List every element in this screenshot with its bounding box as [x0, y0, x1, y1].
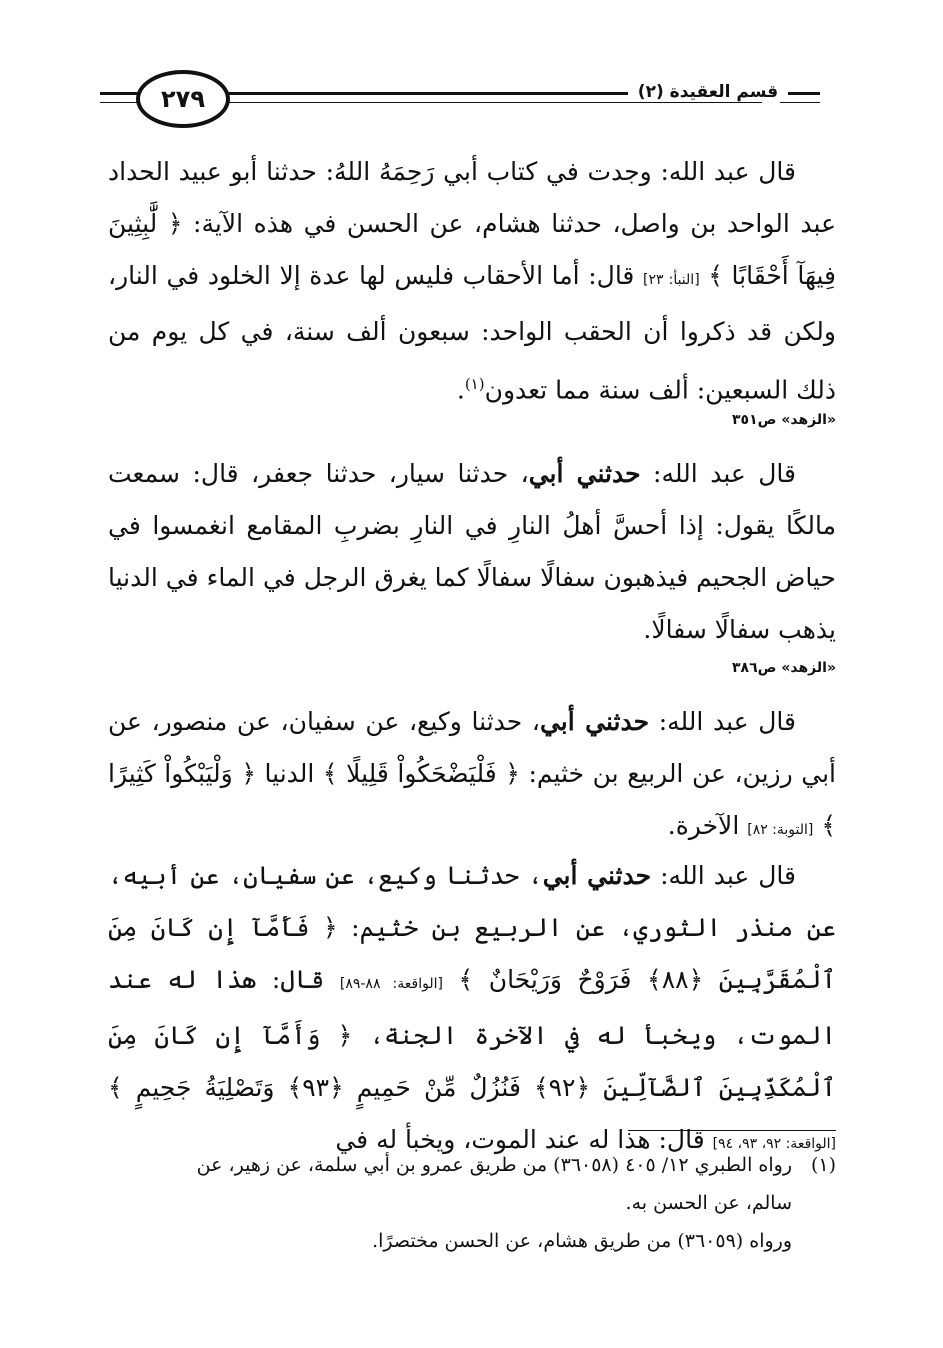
paragraph-1	[108, 146, 836, 416]
footnotes	[108, 1146, 836, 1260]
footnote-line	[108, 1146, 836, 1184]
paragraph-text	[108, 448, 836, 656]
quran-reference: [الواقعة: ٨٨-٨٩]	[339, 976, 443, 992]
text-run: قال عبد الله: وجدت في كتاب أبي رَحِمَهُ اللهُ: حدثنا أبو عبيد الحداد عبد الواحد بن واصل، حدثنا هشام، عن الحسن في هذه الآية: ﴿ لَّٰبِثِينَ فِيهَآ أَحْقَابًا ﴾	[108, 157, 836, 290]
narrator-phrase: حدثني أبي	[528, 459, 641, 488]
header-rule	[780, 102, 820, 103]
text-run: .	[456, 375, 465, 405]
header-rule	[212, 102, 762, 103]
narrator-phrase: حدثني أبي	[539, 707, 650, 736]
quran-reference: [النبأ: ٢٣]	[642, 272, 700, 288]
text-run: قال عبد الله:	[651, 861, 796, 890]
narrator-phrase: حدثني أبي	[542, 861, 652, 890]
quran-reference: [التوبة: ٨٢]	[747, 822, 814, 838]
footnote-number: (١)	[810, 1154, 836, 1176]
page-header	[100, 66, 820, 136]
text-run: قال عبد الله:	[640, 459, 796, 488]
paragraph-text	[108, 146, 836, 416]
footnote-line: سالم، عن الحسن به.	[625, 1192, 792, 1214]
source-citation: «الزهد» ص٣٨٦	[732, 660, 836, 676]
text-run: الآخرة.	[667, 811, 748, 840]
paragraph-4	[108, 850, 836, 1170]
paragraph-3	[108, 696, 836, 856]
source-citation: «الزهد» ص٣٥١	[732, 412, 836, 428]
text-run: قال: هذا له عند الموت، ويخبأ له في الآخرة الجنة، ﴿ وَأَمَّآ إِن كَانَ مِنَ ٱلْمُكَذِّبِينَ ٱلضَّآلِّينَ ﴿٩٢﴾ فَنُزُلٌ مِّنْ حَمِيمٍ ﴿٩٣﴾ وَتَصْلِيَةُ جَحِيمٍ ﴾	[108, 965, 836, 1102]
text-run: قال عبد الله:	[649, 707, 796, 736]
footnote-line: ورواه (٣٦٠٥٩) من طريق هشام، عن الحسن مختصرًا.	[372, 1230, 792, 1252]
footnote-separator	[628, 1130, 836, 1131]
paragraph-text	[108, 850, 836, 1170]
text-run: قال: هذا له عند الموت، ويخبأ له في	[335, 1125, 713, 1154]
paragraph-2	[108, 448, 836, 656]
running-title: قسم العقيدة (٢)	[628, 82, 788, 102]
footnote-text: رواه الطبري ١٢/ ٤٠٥ (٣٦٠٥٨) من طريق عمرو بن أبي سلمة، عن زهير، عن	[196, 1154, 792, 1176]
footnote-marker: (١)	[464, 375, 485, 393]
text-run: ، حدثنا سيار، حدثنا جعفر، قال: سمعت مالكًا يقول: إذا أحسَّ أهلُ النارِ في النارِ بضربِ المقامع انغمسوا في حياض الجحيم فيذهبون سفالًا سفالًا كما يغرق الرجل في الماء في الدنيا يذهب سفالًا سفالًا.	[108, 459, 836, 644]
text-run: ، حدثنا وكيع، عن سفيان، عن منصور، عن أبي رزين، عن الربيع بن خثيم: ﴿ فَلْيَضْحَكُواْ قَلِيلًا ﴾ الدنيا ﴿ وَلْيَبْكُواْ كَثِيرًا ﴾	[108, 707, 836, 840]
quran-reference: [الواقعة: ٩٢، ٩٣، ٩٤]	[712, 1136, 836, 1152]
text-run: قال: أما الأحقاب فليس لها عدة إلا الخلود في النار، ولكن قد ذكروا أن الحقب الواحد: سبعون ألف سنة، في كل يوم من ذلك السبعين: ألف سنة مما تعدون	[108, 261, 836, 405]
text-run: ، حدثنا وكيع، عن سفيان، عن أبيه، عن منذر الثوري، عن الربيع بن خثيم: ﴿ فَأَمَّآ إِن كَانَ مِنَ ٱلْمُقَرَّبِينَ ﴿٨٨﴾ فَرَوْحٌ وَرَيْحَانٌ ﴾	[108, 861, 836, 994]
paragraph-text	[108, 696, 836, 856]
page-number: ٢٧٩	[136, 70, 230, 128]
